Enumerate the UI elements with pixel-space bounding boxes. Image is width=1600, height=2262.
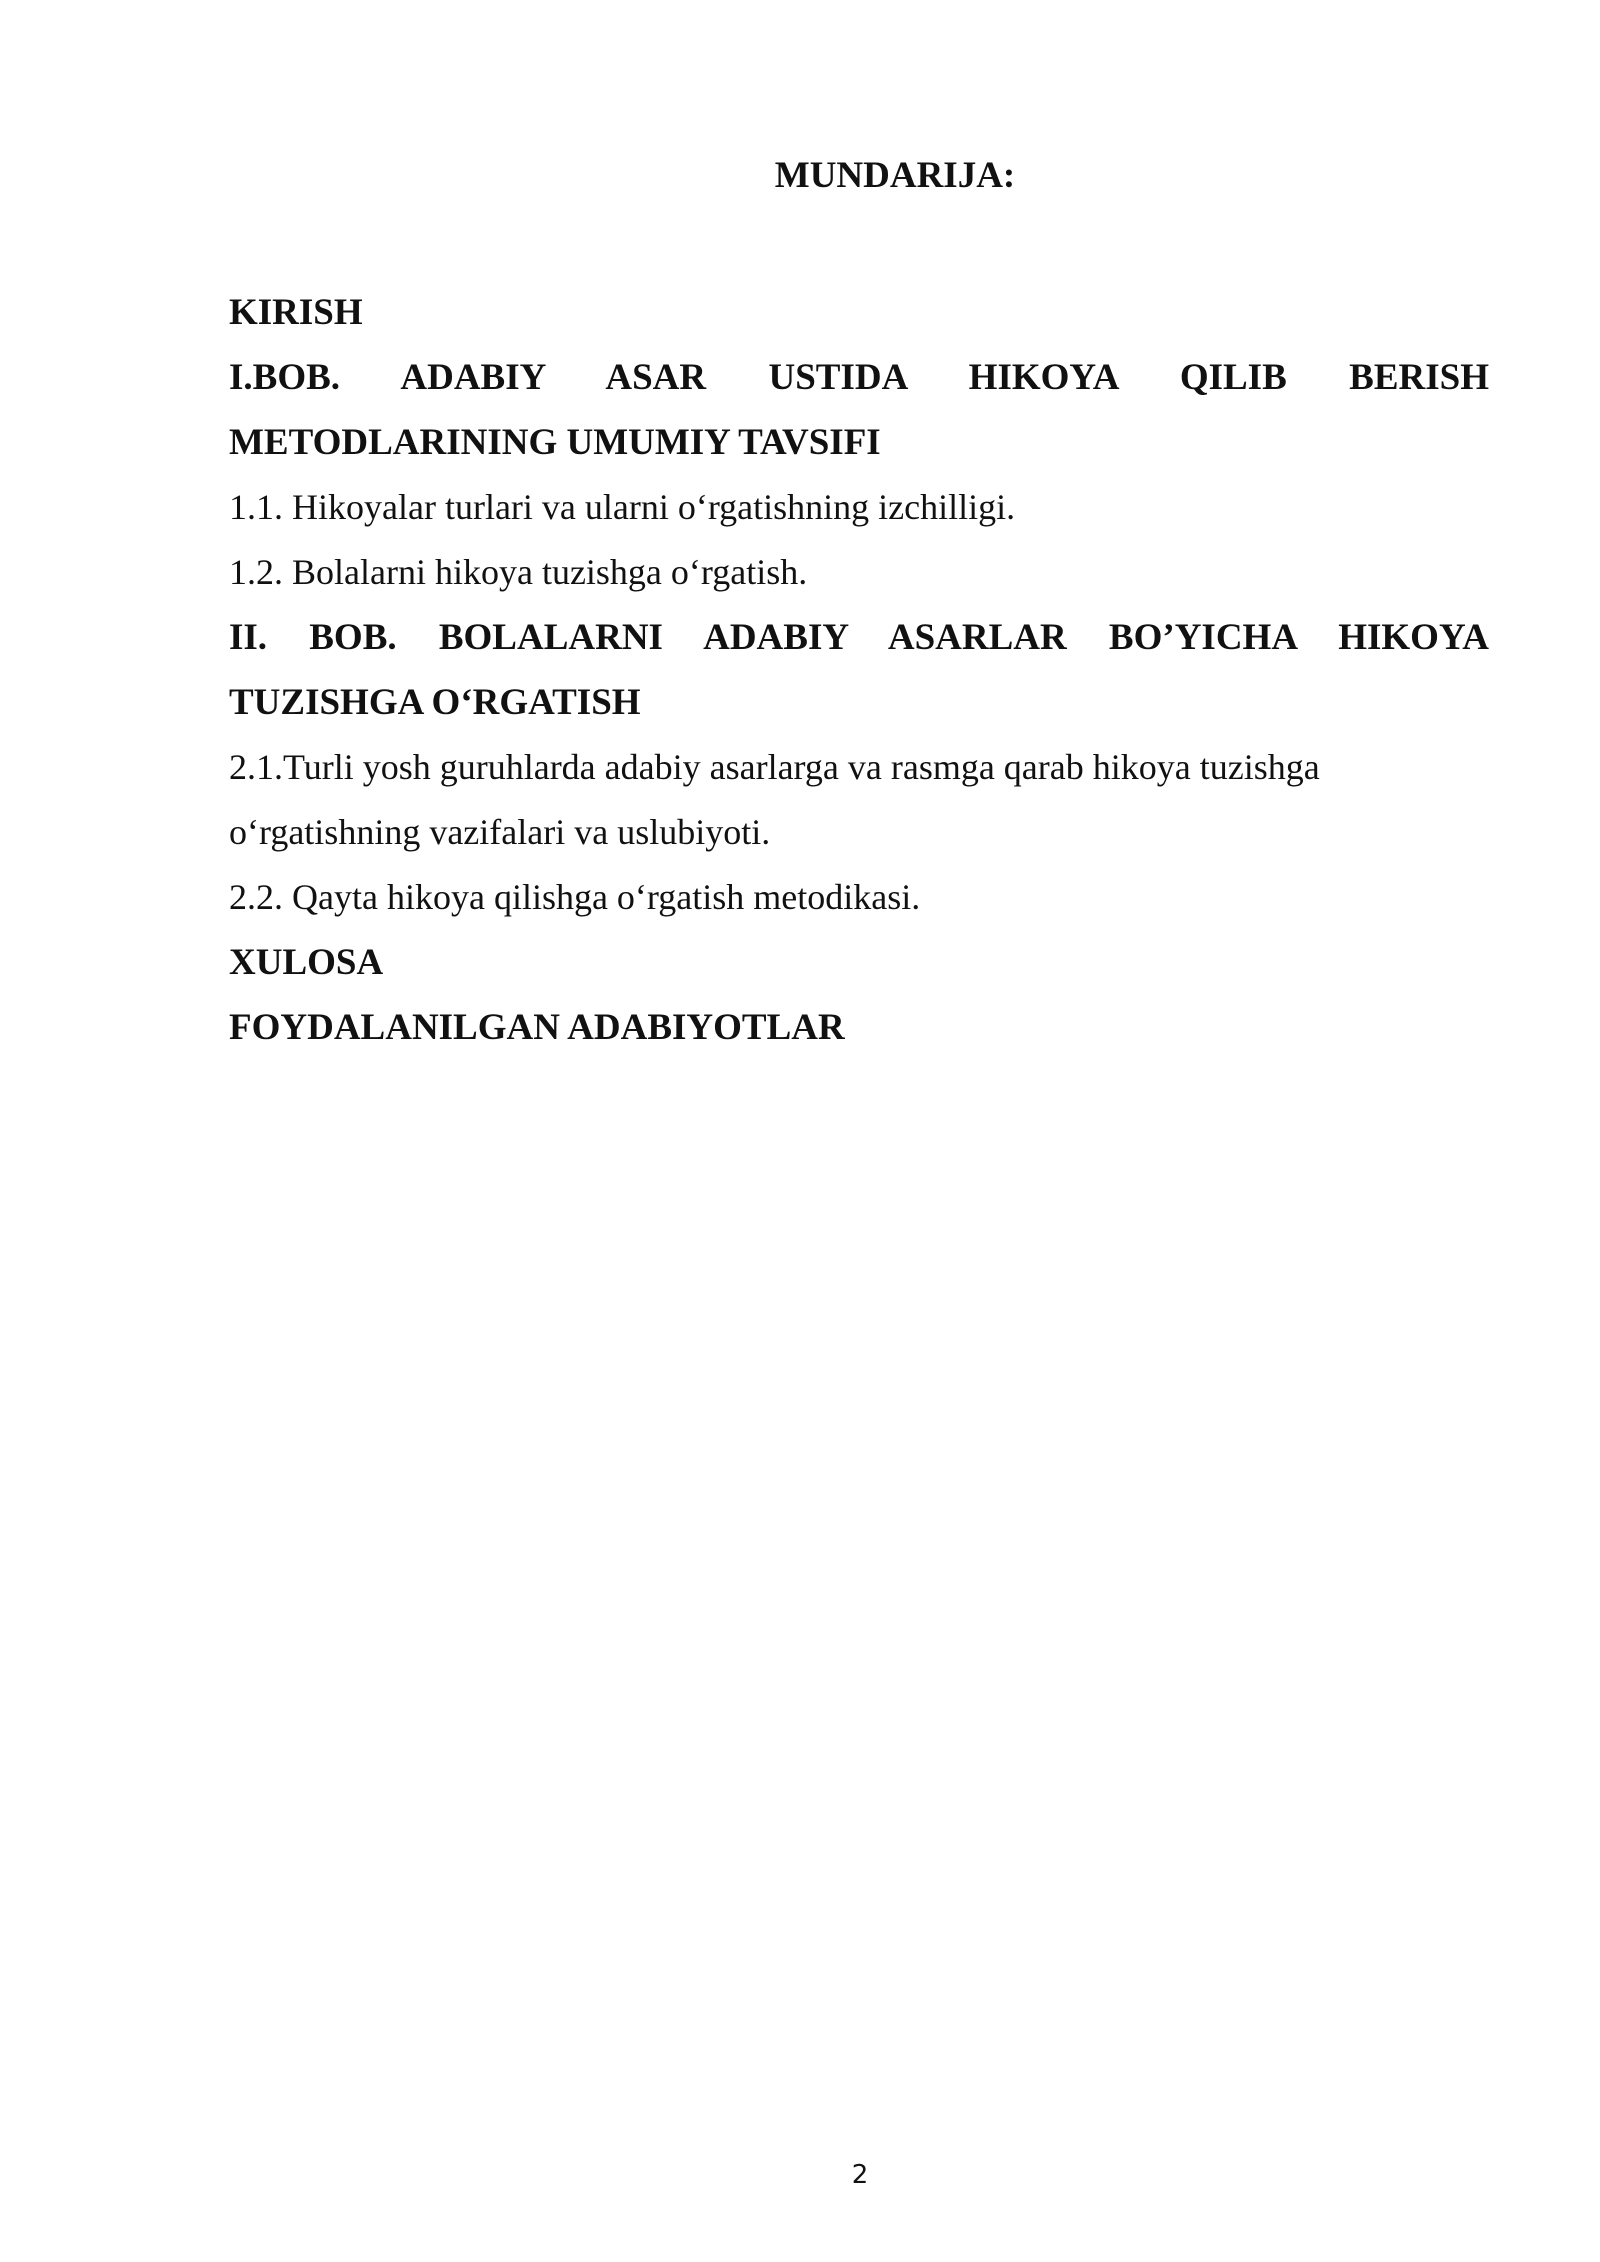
- toc-chapter-2-title-line-2: TUZISHGA O‘RGATISH: [229, 682, 641, 723]
- toc-intro: KIRISH: [229, 292, 363, 333]
- table-of-contents: [229, 280, 1489, 1060]
- toc-chapter-1-title-line-2: METODLARINING UMUMIY TAVSIFI: [229, 422, 881, 463]
- toc-references: FOYDALANILGAN ADABIYOTLAR: [229, 1007, 845, 1048]
- toc-chapter-1-title-line-1: I.BOB. ADABIY ASAR USTIDA HIKOYA QILIB BERISH: [229, 357, 1489, 398]
- toc-section-2-1-line-2: o‘rgatishning vazifalari va uslubiyoti.: [229, 812, 771, 852]
- toc-section-2-2: 2.2. Qayta hikoya qilishga o‘rgatish metodikasi.: [229, 877, 921, 917]
- toc-section-1-2: 1.2. Bolalarni hikoya tuzishga o‘rgatish.: [229, 552, 808, 592]
- toc-section-2-1-line-1: 2.1.Turli yosh guruhlarda adabiy asarlarga va rasmga qarab hikoya tuzishga: [229, 747, 1320, 787]
- toc-section-1-1: 1.1. Hikoyalar turlari va ularni o‘rgatishning izchilligi.: [229, 487, 1016, 527]
- page-number: 2: [851, 2160, 869, 2190]
- page-title: MUNDARIJA:: [774, 155, 1016, 196]
- toc-chapter-2-title-line-1: II. BOB. BOLALARNI ADABIY ASARLAR BO’YICHA HIKOYA: [229, 617, 1489, 658]
- toc-conclusion: XULOSA: [229, 942, 384, 983]
